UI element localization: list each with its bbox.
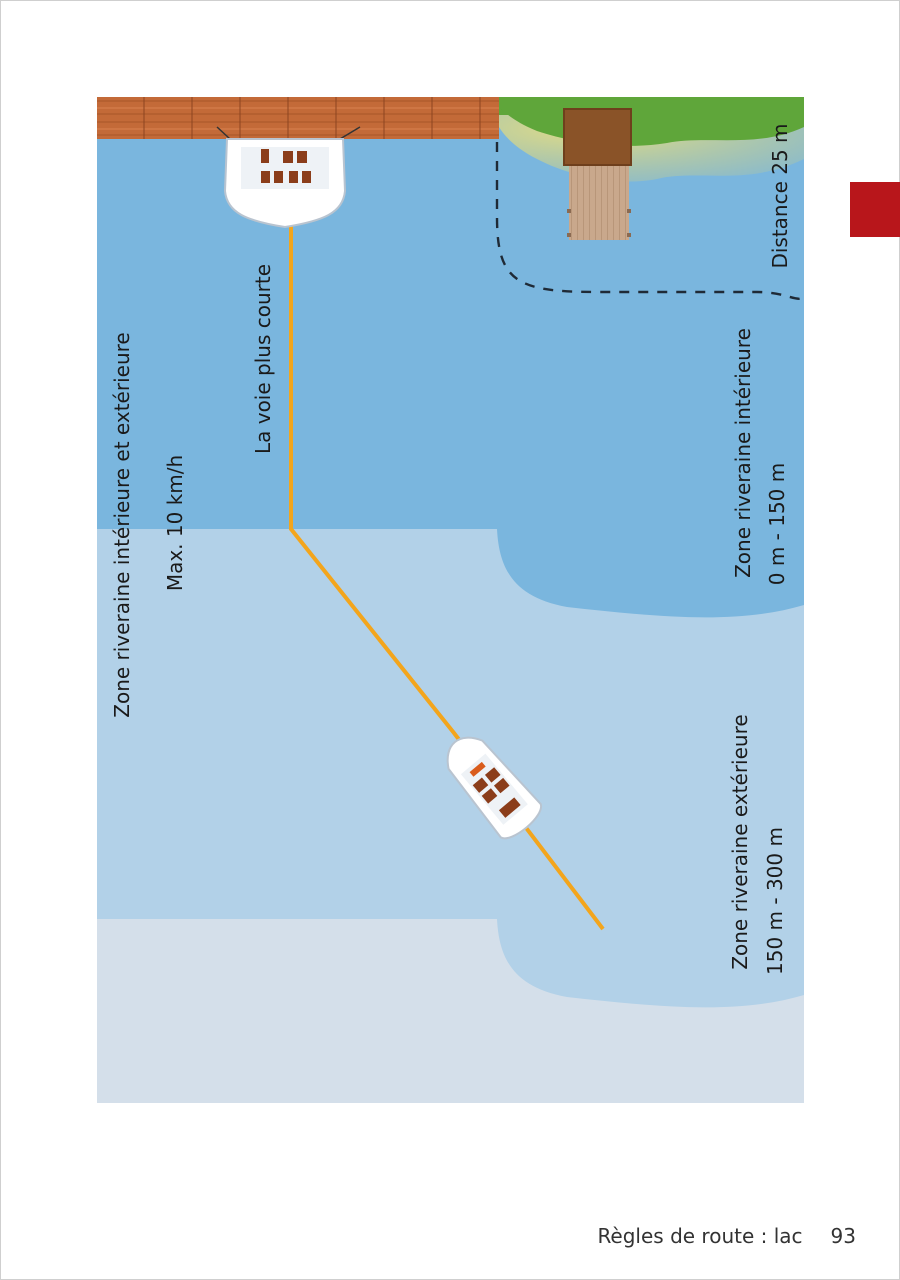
diagram-canvas [97, 97, 804, 1103]
page-number: 93 [830, 1224, 856, 1248]
footer-section-title: Règles de route : lac [597, 1224, 803, 1248]
wooden-dock [97, 97, 499, 139]
chapter-tab [850, 182, 900, 237]
lake-zone-diagram: Zone riveraine intérieure et extérieure Max. 10 km/h La voie plus courte Zone riveraine intérieure 0 m - 150 m Zone riveraine extérieure 150 m - 300 m Distance 25 m [97, 97, 804, 1103]
boat-hut [564, 109, 631, 165]
page-footer [597, 1224, 856, 1248]
